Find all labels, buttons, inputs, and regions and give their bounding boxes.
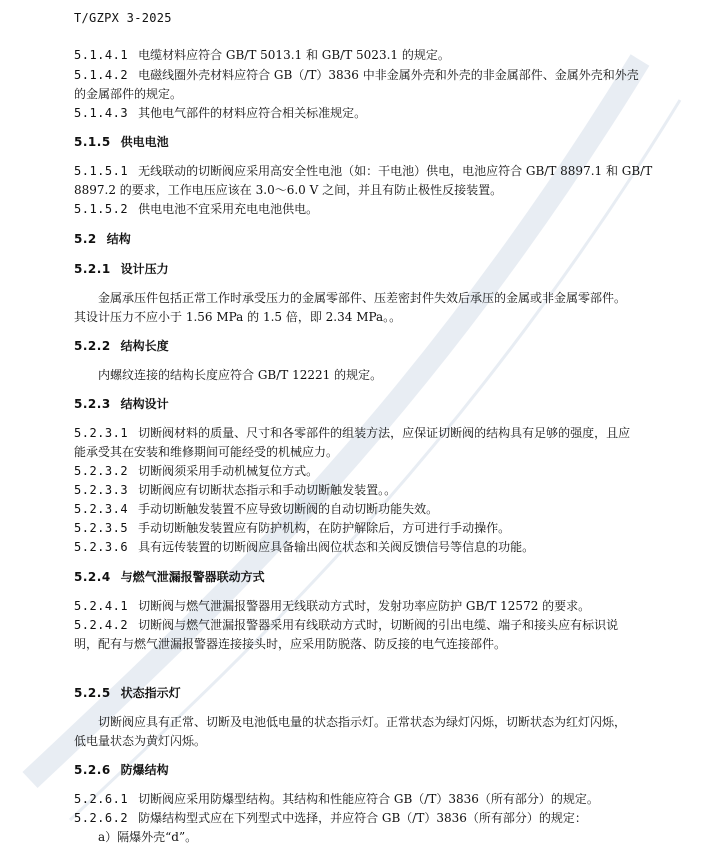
clause-text: 低电量状态为黄灯闪烁。	[74, 734, 207, 748]
text-line	[74, 67, 639, 84]
clause-number: 5.2.4.1	[74, 599, 129, 613]
clause-text: 切断阀与燃气泄漏报警器采用有线联动方式时，切断阀的引出电缆、端子和接头应有标识说	[138, 618, 619, 632]
document-code: T/GZPX 3-2025	[74, 11, 172, 25]
section-heading	[74, 231, 131, 248]
text-line	[74, 733, 206, 750]
clause-number: 5.2	[74, 232, 97, 246]
text-line	[74, 598, 590, 615]
clause-text: 其设计压力不应小于 1.56 MPa 的 1.5 倍，即 2.34 MPa。。	[74, 310, 402, 324]
heading-text: 结构	[106, 232, 131, 246]
clause-number: 5.2.3.5	[74, 521, 129, 535]
heading-text: 防爆结构	[120, 763, 169, 777]
clause-text: 金属承压件包括正常工作时承受压力的金属零部件、压差密封件失效后承压的金属或非金属零部件。	[98, 291, 627, 305]
clause-number: 5.1.4.2	[74, 68, 129, 82]
clause-text: 切断阀应采用防爆型结构。其结构和性能应符合 GB（/T）3836（所有部分）的规定。	[138, 792, 599, 806]
text-line	[74, 791, 599, 808]
clause-number: 5.2.4.2	[74, 618, 129, 632]
clause-text: 切断阀应有切断状态指示和手动切断触发装置。。	[138, 483, 397, 497]
clause-text: 电缆材料应符合 GB/T 5013.1 和 GB/T 5023.1 的规定。	[138, 48, 450, 62]
heading-text: 与燃气泄漏报警器联动方式	[120, 570, 265, 584]
clause-number: 5.2.4	[74, 570, 111, 584]
clause-number: 5.1.5.2	[74, 202, 129, 216]
clause-text: 供电电池不宜采用充电电池供电。	[138, 202, 319, 216]
clause-number: 5.2.5	[74, 686, 111, 700]
clause-number: 5.2.3	[74, 397, 111, 411]
section-heading	[74, 396, 169, 413]
text-line	[98, 714, 626, 731]
heading-text: 结构设计	[120, 397, 169, 411]
text-line	[98, 367, 382, 384]
clause-number: 5.2.3.3	[74, 483, 129, 497]
clause-number: 5.2.3.1	[74, 426, 129, 440]
text-line	[74, 501, 438, 518]
clause-number: 5.1.5.1	[74, 164, 129, 178]
text-line	[74, 105, 366, 122]
text-line	[74, 520, 510, 537]
text-line	[74, 425, 630, 442]
clause-number: 5.2.1	[74, 262, 111, 276]
clause-text: 明，配有与燃气泄漏报警器连接接头时，应采用防脱落、防反接的电气连接部件。	[74, 637, 507, 651]
clause-text: 手动切断触发装置应有防护机构，在防护解除后，方可进行手动操作。	[138, 521, 511, 535]
text-line	[74, 539, 534, 556]
text-line	[74, 617, 618, 634]
clause-text: 无线联动的切断阀应采用高安全性电池（如：干电池）供电，电池应符合 GB/T 8897.1 和 GB/T	[138, 164, 653, 178]
clause-number: 5.2.6	[74, 763, 111, 777]
clause-text: 切断阀应具有正常、切断及电池低电量的状态指示灯。正常状态为绿灯闪烁，切断状态为红灯闪烁，	[98, 715, 627, 729]
clause-text: a）隔爆外壳“d”。	[98, 830, 198, 844]
clause-text: 手动切断触发装置不应导致切断阀的自动切断功能失效。	[138, 502, 439, 516]
heading-text: 状态指示灯	[120, 686, 181, 700]
section-heading	[74, 762, 169, 779]
heading-text: 设计压力	[120, 262, 169, 276]
clause-text: 8897.2 的要求，工作电压应该在 3.0～6.0 V 之间，并且有防止极性反接装置。	[74, 183, 503, 197]
text-line	[74, 482, 396, 499]
section-heading	[74, 569, 265, 586]
text-line	[74, 182, 502, 199]
clause-number: 5.2.6.1	[74, 792, 129, 806]
clause-number: 5.2.3.2	[74, 464, 129, 478]
section-heading	[74, 338, 169, 355]
clause-text: 切断阀材料的质量、尺寸和各零部件的组装方法，应保证切断阀的结构具有足够的强度，且应	[138, 426, 631, 440]
clause-text: 切断阀须采用手动机械复位方式。	[138, 464, 319, 478]
clause-text: 的金属部件的规定。	[74, 87, 183, 101]
heading-text: 供电电池	[120, 135, 169, 149]
clause-text: 切断阀与燃气泄漏报警器用无线联动方式时，发射功率应防护 GB/T 12572 的要求。	[138, 599, 591, 613]
clause-number: 5.1.5	[74, 135, 111, 149]
text-line	[98, 290, 626, 307]
clause-text: 电磁线圈外壳材料应符合 GB（/T）3836 中非金属外壳和外壳的非金属部件、金属外壳和外壳	[138, 68, 639, 82]
heading-text: 结构长度	[120, 339, 169, 353]
section-heading	[74, 134, 169, 151]
text-line	[74, 810, 587, 827]
text-line	[74, 444, 338, 461]
section-heading	[74, 685, 181, 702]
text-line	[74, 309, 401, 326]
clause-number: 5.2.3.4	[74, 502, 129, 516]
text-line	[98, 829, 197, 846]
text-line	[74, 163, 652, 180]
clause-text: 能承受其在安装和维修期间可能经受的机械应力。	[74, 445, 339, 459]
clause-text: 内螺纹连接的结构长度应符合 GB/T 12221 的规定。	[98, 368, 383, 382]
clause-text: 防爆结构型式应在下列型式中选择，并应符合 GB（/T）3836（所有部分）的规定：	[138, 811, 587, 825]
text-line	[74, 201, 318, 218]
text-line	[74, 463, 318, 480]
section-heading	[74, 261, 169, 278]
text-line	[74, 636, 506, 653]
clause-text: 其他电气部件的材料应符合相关标准规定。	[138, 106, 367, 120]
clause-number: 5.2.2	[74, 339, 111, 353]
clause-text: 具有远传装置的切断阀应具备输出阀位状态和关阀反馈信号等信息的功能。	[138, 540, 535, 554]
text-line	[74, 86, 182, 103]
clause-number: 5.1.4.1	[74, 48, 129, 62]
clause-number: 5.1.4.3	[74, 106, 129, 120]
clause-number: 5.2.3.6	[74, 540, 129, 554]
clause-number: 5.2.6.2	[74, 811, 129, 825]
text-line	[74, 47, 450, 64]
